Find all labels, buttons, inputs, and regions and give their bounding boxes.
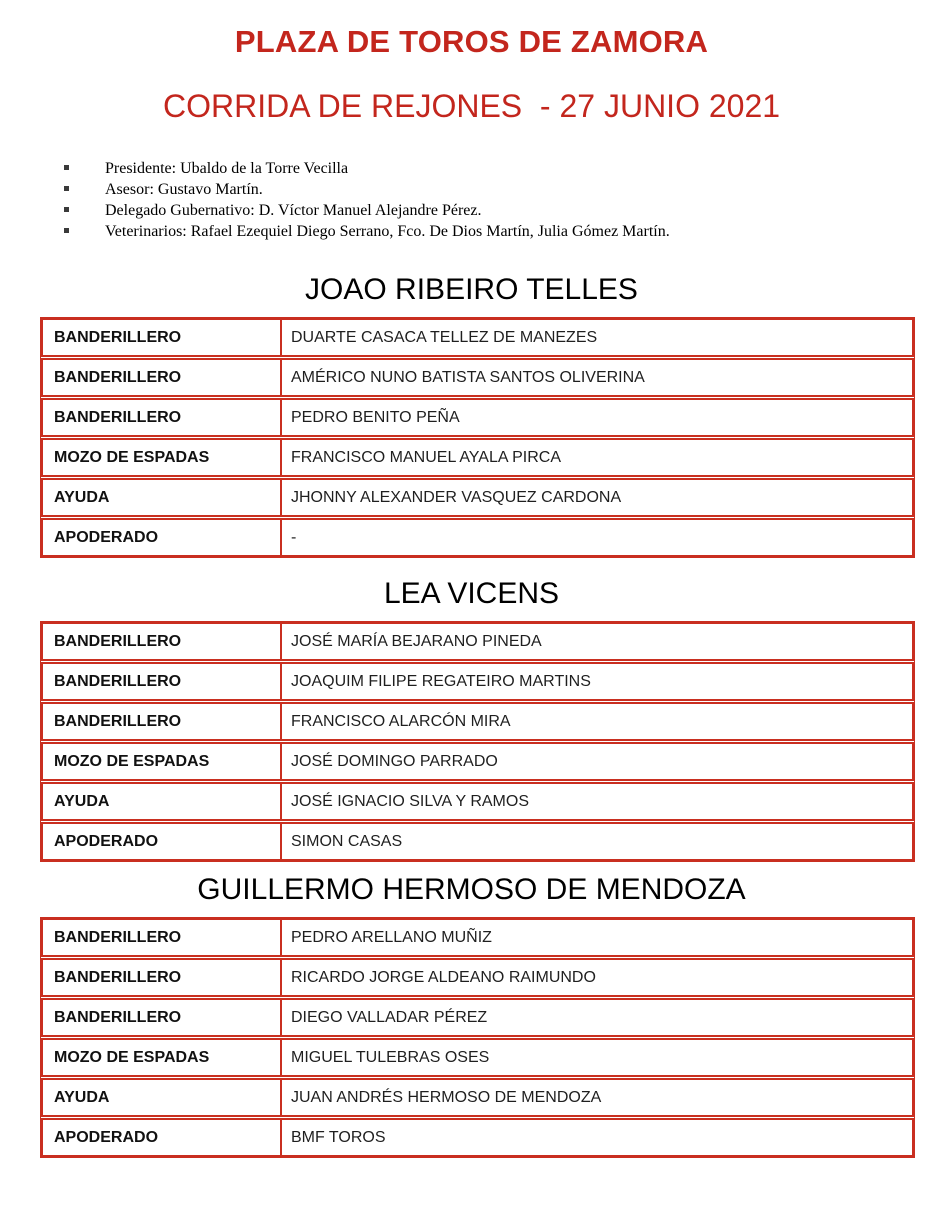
role-cell: BANDERILLERO bbox=[43, 920, 282, 955]
name-cell: FRANCISCO ALARCÓN MIRA bbox=[291, 712, 511, 730]
matador-name-heading: LEA VICENS bbox=[383, 577, 560, 610]
official-text: Delegado Gubernativo: D. Víctor Manuel Alejandre Pérez. bbox=[105, 202, 482, 219]
role-cell: AYUDA bbox=[43, 784, 282, 819]
role-cell: BANDERILLERO bbox=[43, 664, 282, 699]
name-cell: AMÉRICO NUNO BATISTA SANTOS OLIVERINA bbox=[291, 368, 645, 386]
name-cell: PEDRO ARELLANO MUÑIZ bbox=[291, 928, 492, 946]
name-cell: PEDRO BENITO PEÑA bbox=[291, 408, 460, 426]
role-cell: APODERADO bbox=[43, 1120, 282, 1155]
role-cell: MOZO DE ESPADAS bbox=[43, 1040, 282, 1075]
official-item bbox=[64, 158, 943, 179]
role-cell: APODERADO bbox=[43, 824, 282, 859]
name-cell: JOSÉ IGNACIO SILVA Y RAMOS bbox=[291, 792, 529, 810]
table-row bbox=[41, 1078, 914, 1117]
table-row bbox=[41, 438, 914, 477]
table-row bbox=[41, 662, 914, 701]
role-cell: APODERADO bbox=[43, 520, 282, 555]
cuadrilla-table bbox=[40, 917, 915, 1158]
name-cell: - bbox=[291, 528, 297, 546]
table-row bbox=[41, 958, 914, 997]
table-row bbox=[41, 998, 914, 1037]
name-cell: FRANCISCO MANUEL AYALA PIRCA bbox=[291, 448, 561, 466]
name-cell: RICARDO JORGE ALDEANO RAIMUNDO bbox=[291, 968, 596, 986]
role-cell: BANDERILLERO bbox=[43, 960, 282, 995]
table-row bbox=[41, 702, 914, 741]
name-cell: JOAQUIM FILIPE REGATEIRO MARTINS bbox=[291, 672, 591, 690]
role-cell: AYUDA bbox=[43, 480, 282, 515]
role-cell: BANDERILLERO bbox=[43, 360, 282, 395]
official-item bbox=[64, 179, 943, 200]
name-cell: SIMON CASAS bbox=[291, 832, 403, 850]
page-subtitle: CORRIDA DE REJONES - 27 JUNIO 2021 bbox=[162, 88, 781, 124]
name-cell: JOSÉ MARÍA BEJARANO PINEDA bbox=[291, 632, 542, 650]
table-row bbox=[41, 1038, 914, 1077]
name-cell: DUARTE CASACA TELLEZ DE MANEZES bbox=[291, 328, 598, 346]
name-cell: JOSÉ DOMINGO PARRADO bbox=[291, 752, 498, 770]
square-bullet-icon bbox=[64, 186, 69, 191]
name-cell: MIGUEL TULEBRAS OSES bbox=[291, 1048, 490, 1066]
role-cell: MOZO DE ESPADAS bbox=[43, 440, 282, 475]
role-cell: MOZO DE ESPADAS bbox=[43, 744, 282, 779]
officials-list bbox=[64, 158, 943, 242]
name-cell: JHONNY ALEXANDER VASQUEZ CARDONA bbox=[291, 488, 622, 506]
cuadrilla-table bbox=[40, 621, 915, 862]
official-text: Veterinarios: Rafael Ezequiel Diego Serrano, Fco. De Dios Martín, Julia Gómez Martín. bbox=[105, 223, 670, 240]
table-row bbox=[41, 478, 914, 517]
table-row bbox=[41, 318, 914, 357]
role-cell: BANDERILLERO bbox=[43, 320, 282, 355]
official-item bbox=[64, 221, 943, 242]
matador-section bbox=[0, 872, 943, 1158]
table-row bbox=[41, 918, 914, 957]
table-row bbox=[41, 1118, 914, 1157]
table-row bbox=[41, 358, 914, 397]
document-page bbox=[0, 24, 943, 1224]
table-row bbox=[41, 622, 914, 661]
matador-name-heading: JOAO RIBEIRO TELLES bbox=[305, 273, 638, 306]
square-bullet-icon bbox=[64, 207, 69, 212]
official-text: Asesor: Gustavo Martín. bbox=[105, 181, 263, 198]
official-item bbox=[64, 200, 943, 221]
name-cell: BMF TOROS bbox=[291, 1128, 386, 1146]
name-cell: JUAN ANDRÉS HERMOSO DE MENDOZA bbox=[291, 1088, 602, 1106]
table-row bbox=[41, 742, 914, 781]
role-cell: BANDERILLERO bbox=[43, 1000, 282, 1035]
matador-name-heading: GUILLERMO HERMOSO DE MENDOZA bbox=[197, 873, 746, 906]
table-row bbox=[41, 398, 914, 437]
table-row bbox=[41, 782, 914, 821]
role-cell: BANDERILLERO bbox=[43, 400, 282, 435]
official-text: Presidente: Ubaldo de la Torre Vecilla bbox=[105, 160, 349, 177]
role-cell: BANDERILLERO bbox=[43, 704, 282, 739]
matador-section bbox=[0, 272, 943, 558]
table-row bbox=[41, 518, 914, 557]
page-title: PLAZA DE TOROS DE ZAMORA bbox=[234, 24, 709, 59]
matador-section bbox=[0, 576, 943, 862]
name-cell: DIEGO VALLADAR PÉREZ bbox=[291, 1008, 488, 1026]
cuadrilla-table bbox=[40, 317, 915, 558]
role-cell: BANDERILLERO bbox=[43, 624, 282, 659]
square-bullet-icon bbox=[64, 228, 69, 233]
square-bullet-icon bbox=[64, 165, 69, 170]
table-row bbox=[41, 822, 914, 861]
role-cell: AYUDA bbox=[43, 1080, 282, 1115]
